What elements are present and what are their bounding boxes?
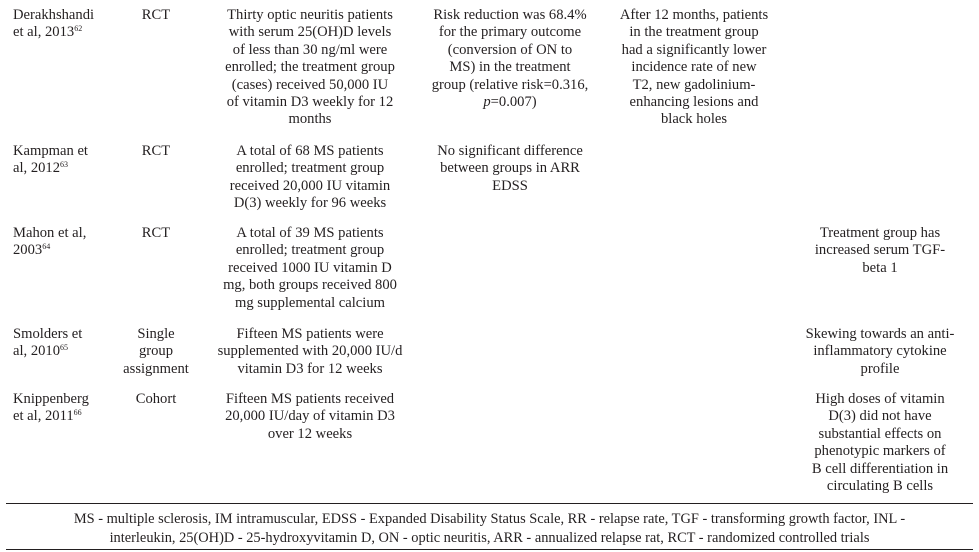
table-cell-intervention: Thirty optic neuritis patients with serum 25(OH)D levels of less than 30 ng/ml were enrolled; the treatment group (cases) received 50,000 IU of vitamin D3 weekly for 12 months: [225, 7, 395, 128]
table-cell-immunologic-outcome: High doses of vitamin D(3) did not have substantial effects on phenotypic markers of B cell differentiation in circulating B cells: [811, 391, 949, 495]
table-cell-clinical-outcome: No significant difference between groups in ARR EDSS: [437, 143, 583, 194]
table-cell-study: [13, 391, 133, 426]
table-cell-mri-outcome: After 12 months, patients in the treatment group had a significantly lower incidence rate of new T2, new gadolinium- enhancing lesions and black holes: [619, 7, 769, 128]
clinical-outcome-text: Risk reduction was 68.4% for the primary outcome (conversion of ON to MS) in the treatment group (relative risk=0.316,: [431, 7, 589, 93]
table-cell-intervention: Fifteen MS patients received 20,000 IU/day of vitamin D3 over 12 weeks: [225, 391, 395, 442]
table-cell-design: Cohort: [135, 391, 177, 407]
reference-number: 63: [60, 160, 69, 170]
table-footnote: MS - multiple sclerosis, IM intramuscular, EDSS - Expanded Disability Status Scale, RR - relapse rate, TGF - transforming growth factor, INL - interleukin, 25(OH)D - 25-hydroxyvitamin D, ON - optic neuritis, ARR - annualized relapse rat, RCT - randomized controlled trials: [73, 511, 906, 546]
table-cell-design: Single group assignment: [123, 326, 189, 377]
table-cell-immunologic-outcome: Treatment group has increased serum TGF- beta 1: [814, 225, 946, 276]
reference-number: 62: [74, 24, 83, 34]
table-bottom-rule: [6, 503, 973, 504]
study-name: Smolders et al, 2010: [13, 326, 83, 360]
reference-number: 65: [60, 343, 69, 353]
study-name: Knippenberg et al, 2011: [13, 391, 89, 425]
table-cell-intervention: A total of 39 MS patients enrolled; treatment group received 1000 IU vitamin D mg, both groups received 800 mg supplemental calcium: [223, 225, 397, 311]
footnote-bottom-rule: [6, 549, 973, 550]
table-cell-design: RCT: [141, 225, 171, 241]
table-cell-immunologic-outcome: Skewing towards an anti- inflammatory cytokine profile: [805, 326, 955, 377]
reference-number: 66: [73, 408, 82, 418]
study-name: Mahon et al, 2003: [13, 225, 87, 259]
table-cell-intervention: A total of 68 MS patients enrolled; treatment group received 20,000 IU vitamin D(3) weekly for 96 weeks: [229, 143, 391, 212]
p-value-symbol: p: [483, 94, 491, 111]
table-cell-clinical-outcome: [415, 7, 605, 111]
reference-number: 64: [42, 242, 51, 252]
table-cell-study: [13, 7, 133, 42]
study-name: Derakhshandi et al, 2013: [13, 7, 95, 41]
table-cell-design: RCT: [141, 143, 171, 159]
table-cell-design: RCT: [141, 7, 171, 23]
p-value-text: =0.007): [490, 94, 537, 111]
table-cell-study: [13, 143, 133, 178]
table-cell-study: [13, 225, 133, 260]
table-cell-intervention: Fifteen MS patients were supplemented with 20,000 IU/d vitamin D3 for 12 weeks: [217, 326, 403, 377]
study-name: Kampman et al, 2012: [13, 143, 88, 177]
